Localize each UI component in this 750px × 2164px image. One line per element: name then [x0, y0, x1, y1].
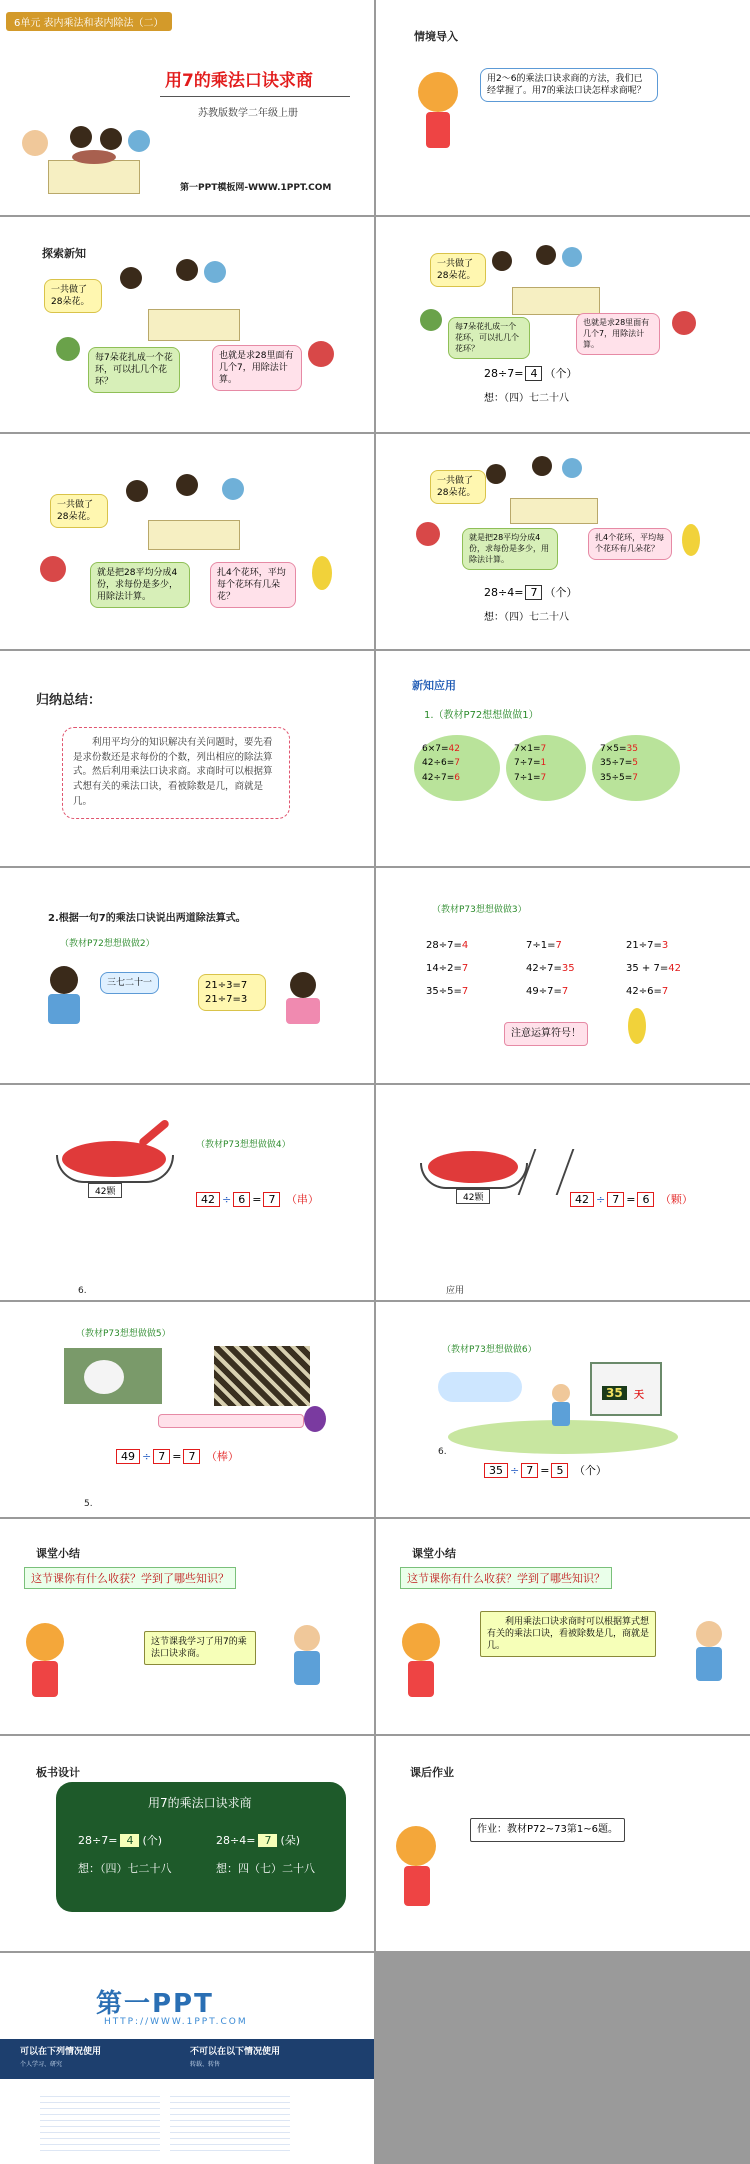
ppt-logo: 第一PPT — [96, 1989, 214, 2019]
answer: 7 — [461, 963, 469, 974]
teacher-figure — [396, 1826, 436, 1866]
answer: 7 — [555, 940, 562, 951]
note-bubble: 注意运算符号！ — [504, 1022, 588, 1046]
think-line: 想：（四）七二十八 — [78, 1862, 172, 1875]
answer: 7 — [540, 772, 547, 783]
exercise-ref: （教材P73想想做做3） — [432, 905, 527, 915]
eq-row — [426, 934, 726, 957]
leaf-group-1 — [414, 735, 500, 801]
equation — [484, 584, 577, 600]
equation: 35 ÷ 7 = 5 （个） — [482, 1462, 607, 1478]
radish-character — [416, 522, 440, 546]
section-tag: 新知应用 — [412, 679, 456, 692]
teacher-body — [32, 1661, 58, 1697]
slide-15-recap[interactable] — [0, 1519, 374, 1734]
child-figure — [222, 478, 244, 500]
child-figure — [562, 458, 582, 478]
slide-9-practice2[interactable] — [0, 868, 374, 1083]
expr: 28÷4= — [216, 1834, 256, 1847]
exercise-ref: （教材P73想想做做4） — [196, 1140, 291, 1150]
box: 6 — [233, 1192, 250, 1207]
equations-bubble — [198, 974, 266, 1011]
answer: 4 — [120, 1834, 139, 1847]
homework-box: 作业：教材P72~73第1~6题。 — [470, 1818, 625, 1842]
girl-body — [294, 1651, 320, 1685]
answer: 7 — [454, 758, 460, 769]
expr: 21÷7= — [626, 940, 662, 951]
usage-allowed-detail: 个人学习、研究 — [20, 2061, 63, 2068]
usage-forbidden-detail: 转载、转售 — [190, 2061, 221, 2068]
slide-6-division[interactable] — [376, 434, 750, 649]
radish-character — [308, 341, 334, 367]
speech-bubble: 就是把28平均分成4份，求每份是多少，用除法计算。 — [462, 528, 558, 570]
eq-cell — [426, 980, 526, 1003]
speech-bubble: 一共做了28朵花。 — [430, 470, 486, 504]
sticks — [518, 1149, 575, 1195]
child-figure — [562, 247, 582, 267]
exercise-ref: （教材P72想想做做2） — [60, 939, 155, 949]
child-figure — [204, 261, 226, 283]
leaf-line — [600, 756, 672, 770]
bamboo-pile — [214, 1346, 310, 1406]
eq-cell — [626, 957, 726, 980]
slide-8-practice1[interactable] — [376, 651, 750, 866]
answer-box: 4 — [525, 366, 542, 381]
eggplant-character — [304, 1406, 326, 1432]
corn-character — [682, 524, 700, 556]
corn-character — [628, 1008, 646, 1044]
eq-unit: （个） — [544, 367, 578, 380]
child-figure — [126, 480, 148, 502]
board-line — [216, 1832, 300, 1848]
think-line: 想：（四）七二十八 — [484, 393, 569, 404]
unit: (个) — [142, 1834, 163, 1847]
box: 42 — [570, 1192, 594, 1207]
speech-bubble — [212, 345, 302, 391]
eq-left: 28÷7= — [484, 367, 524, 380]
speech-bubble: 一共做了28朵花。 — [44, 279, 102, 313]
section-tag: 课堂小结 — [36, 1547, 80, 1560]
radish-character — [40, 556, 66, 582]
table-illustration — [510, 498, 598, 524]
slide-17-board[interactable] — [0, 1736, 374, 1951]
unit-badge: 6单元 表内乘法和表内除法（二） — [6, 12, 172, 31]
radish-character — [672, 311, 696, 335]
box: 6 — [637, 1192, 654, 1207]
box: 7 — [183, 1449, 200, 1464]
child-figure — [536, 245, 556, 265]
expr: 42÷6= — [626, 986, 662, 997]
eq-cell — [426, 957, 526, 980]
eq-cell — [626, 934, 726, 957]
speech-bubble: 也就是求28里面有几个7，用除法计算。 — [576, 313, 660, 355]
slide-title: 用7的乘法口诀求商 — [165, 71, 313, 91]
box: 7 — [263, 1192, 280, 1207]
slide-13-practice5[interactable] — [0, 1302, 374, 1517]
bubble-text: 也就是求28里面有几个7，用除法计算。 — [219, 351, 294, 386]
answer: 7 — [632, 772, 638, 783]
slide-4-division[interactable] — [376, 217, 750, 432]
speech-bubble: 一共做了28朵花。 — [50, 494, 108, 528]
speech-bubble: 扎4个花环，平均每个花环有几朵花？ — [210, 562, 296, 608]
site-url: HTTP://WWW.1PPT.COM — [104, 2017, 248, 2027]
exercise-text: 2.根据一句7的乘法口诀说出两道除法算式。 — [48, 913, 246, 924]
eq-left: 28÷4= — [484, 586, 524, 599]
slide-16-recap[interactable] — [376, 1519, 750, 1734]
expr: 28÷7= — [78, 1834, 118, 1847]
slide-5-explore[interactable] — [0, 434, 374, 649]
box: 35 — [484, 1463, 508, 1478]
child-figure — [128, 130, 150, 152]
leaf-line — [422, 756, 492, 770]
box: 7 — [153, 1449, 170, 1464]
exercise-ref: 1.（教材P72想想做做1） — [424, 710, 539, 721]
teacher-figure — [418, 72, 458, 112]
link-list-left[interactable] — [40, 2091, 160, 2151]
question-box: 这节课你有什么收获？学到了哪些知识？ — [24, 1567, 236, 1589]
child-figure — [486, 464, 506, 484]
expr: 42÷7= — [526, 963, 562, 974]
expr: 7÷7= — [514, 758, 541, 769]
box: 7 — [521, 1463, 538, 1478]
usage-allowed: 可以在下列情况使用 — [20, 2047, 102, 2057]
child-body — [552, 1402, 570, 1426]
girl-figure — [696, 1621, 722, 1647]
title-divider — [160, 96, 350, 97]
cherry-stick — [138, 1118, 171, 1147]
answer-box: 利用乘法口诀求商时可以根据算式想有关的乘法口诀，看被除数是几，商就是几。 — [480, 1611, 656, 1657]
plant-character — [420, 309, 442, 331]
answer: 42 — [448, 744, 460, 754]
box: 5 — [551, 1463, 568, 1478]
table-illustration — [512, 287, 600, 315]
eq-cell — [526, 980, 626, 1003]
teacher-body — [408, 1661, 434, 1697]
leaf-line — [514, 756, 578, 770]
child-figure — [100, 128, 122, 150]
equation: 21÷3=7 — [205, 980, 248, 991]
unit: （个） — [573, 1464, 607, 1477]
section-tag: 课堂小结 — [412, 1547, 456, 1560]
equation: 21÷7=3 — [205, 993, 248, 1005]
eq-cell — [526, 957, 626, 980]
box: 7 — [607, 1192, 624, 1207]
girl-figure — [294, 1625, 320, 1651]
slide-3-explore[interactable] — [0, 217, 374, 432]
expr: 14÷2= — [426, 963, 462, 974]
plate — [420, 1163, 528, 1189]
section-tag: 探索新知 — [42, 247, 86, 260]
table-illustration — [148, 520, 240, 550]
speech-bubble: 用2～6的乘法口诀求商的方法，我们已经掌握了。用7的乘法口诀怎样求商呢？ — [480, 68, 658, 102]
leaf-line — [600, 742, 672, 756]
expr: 35÷5= — [426, 986, 462, 997]
leaf-line — [600, 771, 672, 785]
equation: 42 ÷ 7 = 6 （颗） — [568, 1191, 693, 1207]
answer: 7 — [661, 986, 669, 997]
leaf-group-2 — [506, 735, 586, 801]
expr: 7×5= — [600, 744, 627, 754]
table-illustration — [148, 309, 240, 341]
answer: 7 — [540, 744, 547, 754]
answer: 42 — [668, 963, 681, 974]
unit: （颗） — [659, 1193, 693, 1206]
flowers-pile — [72, 150, 116, 164]
board-line — [78, 1832, 162, 1848]
answer-box: 这节课我学习了用7的乘法口诀求商。 — [144, 1631, 256, 1665]
child-figure — [176, 474, 198, 496]
speech-bubble: 每7朵花扎成一个花环，可以扎几个花环？ — [88, 347, 180, 393]
answer: 7 — [258, 1834, 277, 1847]
answer: 1 — [540, 758, 547, 769]
item-number: 应用 — [446, 1286, 465, 1296]
answer: 6 — [454, 772, 460, 783]
slide-subtitle: 苏教版数学二年级上册 — [198, 108, 298, 119]
think-line: 想：（四）七二十八 — [484, 612, 569, 623]
expr: 7×1= — [514, 744, 541, 754]
exercise-ref: （教材P73想想做做6） — [442, 1345, 537, 1355]
child-figure — [70, 126, 92, 148]
answer: 7 — [561, 986, 569, 997]
link-list-right[interactable] — [170, 2091, 290, 2151]
box: 49 — [116, 1449, 140, 1464]
equations-grid — [426, 934, 726, 1003]
teacher-body — [404, 1866, 430, 1906]
boy-figure — [50, 966, 78, 994]
expr: 49÷7= — [526, 986, 562, 997]
slide-12-practice4b[interactable] — [376, 1085, 750, 1300]
unit: (朵) — [280, 1834, 301, 1847]
board-title: 用7的乘法口诀求商 — [148, 1796, 252, 1810]
answer: 3 — [661, 940, 669, 951]
item-number: 5. — [84, 1499, 93, 1509]
think-line: 想：四（七）二十八 — [216, 1862, 315, 1875]
unit: （棒） — [205, 1450, 239, 1463]
eq-cell — [626, 980, 726, 1003]
eq-unit: （个） — [544, 586, 578, 599]
answer: 7 — [461, 986, 469, 997]
item-number: 6. — [438, 1447, 447, 1457]
leaf-group-3 — [592, 735, 680, 801]
corn-character — [312, 556, 332, 590]
site-footer: 第一PPT模板网-WWW.1PPT.COM — [180, 183, 332, 193]
plant-character — [56, 337, 80, 361]
box: 42 — [196, 1192, 220, 1207]
teacher-figure — [26, 1623, 64, 1661]
eq-cell — [526, 934, 626, 957]
equation — [484, 365, 577, 381]
section-tag: 情境导入 — [414, 30, 458, 43]
child-figure — [176, 259, 198, 281]
answer: 35 — [626, 744, 638, 754]
speech-bubble: 扎4个花环，平均每个花环有几朵花？ — [588, 528, 672, 560]
panda — [84, 1360, 124, 1394]
equation: 49 ÷ 7 = 7 （棒） — [114, 1448, 239, 1464]
child-figure — [532, 456, 552, 476]
chalkboard — [56, 1782, 346, 1912]
teacher-figure — [402, 1623, 440, 1661]
slide-18-homework[interactable] — [376, 1736, 750, 1951]
hint-bar — [158, 1414, 304, 1428]
expr: 35÷5= — [600, 772, 633, 783]
speech-bubble: 就是把28平均分成4份，求每份是多少，用除法计算。 — [90, 562, 190, 608]
leaf-line — [422, 742, 492, 756]
answer: 4 — [461, 940, 469, 951]
speech-bubble: 每7朵花扎成一个花环，可以扎几个花环？ — [448, 317, 530, 359]
girl-figure — [290, 972, 316, 998]
equation: 42 ÷ 6 = 7 （串） — [194, 1191, 319, 1207]
expr: 28÷7= — [426, 940, 462, 951]
expr: 7÷1= — [526, 940, 556, 951]
count-label: 42颗 — [456, 1189, 490, 1204]
answer-box: 7 — [525, 585, 542, 600]
leaf-line — [514, 742, 578, 756]
expr: 42÷6= — [422, 758, 455, 769]
slide-2-intro[interactable] — [376, 0, 750, 215]
speech-bubble: 一共做了28朵花。 — [430, 253, 486, 287]
child-figure — [22, 130, 48, 156]
slide-1-cover[interactable] — [0, 0, 374, 215]
slide-14-practice6[interactable] — [376, 1302, 750, 1517]
expr: 6×7= — [422, 744, 449, 754]
section-tag: 课后作业 — [410, 1766, 454, 1779]
expr: 42÷7= — [422, 772, 455, 783]
child-figure — [552, 1384, 570, 1402]
question-box: 这节课你有什么收获？学到了哪些知识？ — [400, 1567, 612, 1589]
usage-forbidden: 不可以在以下情况使用 — [190, 2047, 281, 2057]
table-illustration — [48, 160, 140, 194]
eq-row — [426, 980, 726, 1003]
cloud — [438, 1372, 522, 1402]
item-number: 6. — [78, 1286, 87, 1296]
summary-text: 利用平均分的知识解决有关问题时，要先看是求份数还是求每份的个数，列出相应的除法算式。然后利用乘法口诀求商。求商时可以根据算式想有关的乘法口诀，看被除数是几，商就是几。 — [62, 727, 290, 819]
eq-cell — [426, 934, 526, 957]
calendar-board — [590, 1362, 662, 1416]
count-label: 42颗 — [88, 1183, 122, 1198]
rhyme-bubble: 三七二十一 — [100, 972, 159, 994]
expr: 7÷1= — [514, 772, 541, 783]
exercise-ref: （教材P73想想做做5） — [76, 1329, 171, 1339]
leaf-line — [514, 771, 578, 785]
child-figure — [492, 251, 512, 271]
girl-body — [696, 1647, 722, 1681]
slide-19-credits[interactable] — [0, 1953, 374, 2164]
section-tag: 归纳总结： — [36, 693, 102, 708]
eq-row — [426, 957, 726, 980]
boy-body — [48, 994, 80, 1024]
leaf-line — [422, 771, 492, 785]
child-figure — [120, 267, 142, 289]
expr: 35÷7= — [600, 758, 633, 769]
answer: 5 — [632, 758, 638, 769]
teacher-body — [426, 112, 450, 148]
expr: 35 + 7= — [626, 963, 669, 974]
board-unit: 天 — [634, 1390, 644, 1401]
slide-11-practice4[interactable] — [0, 1085, 374, 1300]
slide-10-practice3[interactable] — [376, 868, 750, 1083]
answer: 35 — [561, 963, 575, 974]
board-number: 35 — [602, 1386, 627, 1400]
plate — [56, 1155, 174, 1183]
slide-7-summary[interactable] — [0, 651, 374, 866]
info-bar — [0, 2039, 374, 2079]
section-tag: 板书设计 — [36, 1766, 80, 1779]
girl-body — [286, 998, 320, 1024]
unit: （串） — [285, 1193, 319, 1206]
